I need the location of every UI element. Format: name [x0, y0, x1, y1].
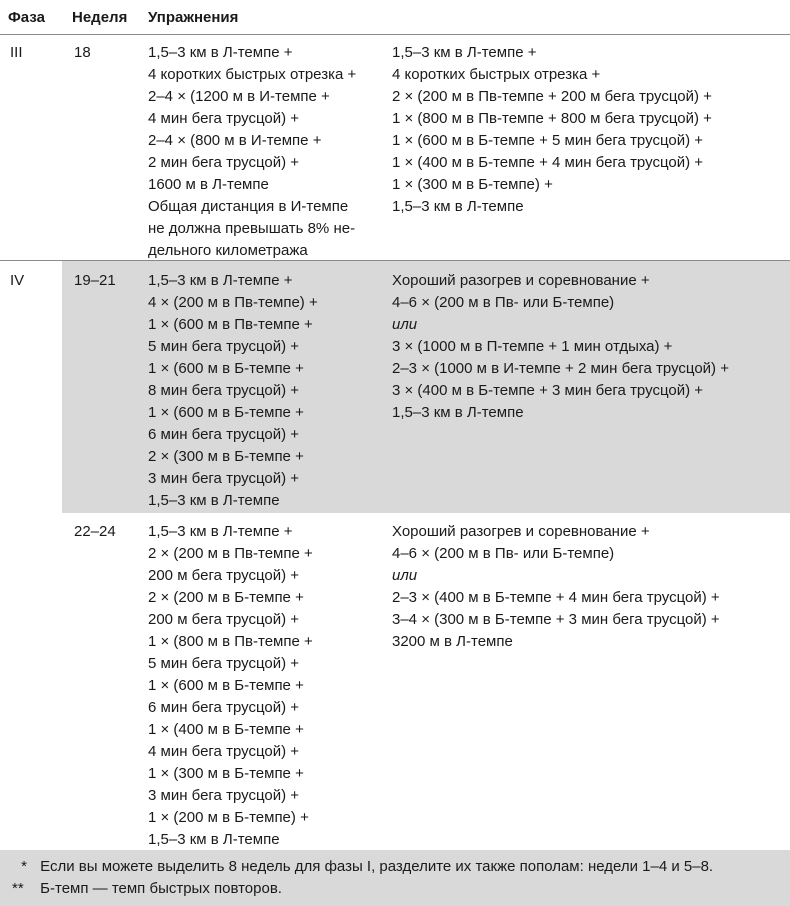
workout-line: 8 мин бега трусцой) +	[148, 382, 300, 399]
workout-line: 1,5–3 км в Л-темпе	[392, 198, 524, 215]
table-header	[0, 0, 790, 34]
workout-line: 1,5–3 км в Л-темпе +	[148, 523, 293, 540]
workout-line: 4 коротких быстрых отрезка +	[148, 66, 357, 83]
workout-a-cell	[148, 270, 318, 512]
workout-line: 1,5–3 км в Л-темпе	[392, 404, 524, 421]
week-cell: 18	[74, 44, 91, 61]
workout-line: 2 × (200 м в Пв-темпе +	[148, 545, 313, 562]
workout-line: 1,5–3 км в Л-темпе +	[392, 44, 537, 61]
workout-line: 2 × (200 м в Б-темпе +	[148, 589, 304, 606]
workout-note-line: не должна превышать 8% не-	[148, 220, 356, 237]
workout-b-cell	[392, 270, 729, 424]
workout-line: 5 мин бега трусцой) +	[148, 655, 300, 672]
workout-line: 1 × (600 м в Б-темпе +	[148, 360, 304, 377]
workout-line: 2 × (200 м в Пв-темпе + 200 м бега трусцой) +	[392, 88, 712, 105]
footnote-text: Б-темп — темп быстрых повторов.	[40, 880, 282, 897]
workout-line: 1,5–3 км в Л-темпе +	[148, 272, 293, 289]
workout-line: 4 мин бега трусцой) +	[148, 743, 300, 760]
workout-line: 1 × (200 м в Б-темпе) +	[148, 809, 309, 826]
workout-line: 4 мин бега трусцой) +	[148, 110, 300, 127]
workout-line: 2–4 × (800 м в И-темпе +	[148, 132, 322, 149]
footnote-mark: **	[12, 880, 24, 897]
workout-line: 3–4 × (300 м в Б-темпе + 3 мин бега трусцой) +	[392, 611, 720, 628]
workout-line: 4–6 × (200 м в Пв- или Б-темпе)	[392, 545, 615, 562]
workout-line: 4 × (200 м в Пв-темпе) +	[148, 294, 318, 311]
workout-line: 3 мин бега трусцой) +	[148, 787, 300, 804]
workout-line: Хороший разогрев и соревнование +	[392, 523, 650, 540]
workout-line: 1,5–3 км в Л-темпе	[148, 492, 280, 509]
workout-line: 4 коротких быстрых отрезка +	[392, 66, 601, 83]
header-exercises: Упражнения	[148, 9, 239, 26]
workout-line: 3 × (1000 м в П-темпе + 1 мин отдыха) +	[392, 338, 673, 355]
workout-line: 2 мин бега трусцой) +	[148, 154, 300, 171]
week-cell: 22–24	[74, 523, 116, 540]
workout-line: 1 × (600 м в Б-темпе + 5 мин бега трусцой) +	[392, 132, 704, 149]
workout-line: 4–6 × (200 м в Пв- или Б-темпе)	[392, 294, 615, 311]
workout-line: 1 × (400 м в Б-темпе + 4 мин бега трусцой) +	[392, 154, 704, 171]
workout-line: 2–4 × (1200 м в И-темпе +	[148, 88, 330, 105]
workout-line: 1 × (800 м в Пв-темпе +	[148, 633, 313, 650]
workout-line: 1 × (600 м в Б-темпе +	[148, 404, 304, 421]
footnote-mark: *	[21, 858, 27, 875]
or-separator: или	[392, 567, 418, 584]
footnotes	[0, 850, 790, 906]
workout-line: 1 × (600 м в Пв-темпе +	[148, 316, 313, 333]
footnote	[12, 857, 713, 877]
workout-line: 6 мин бега трусцой) +	[148, 426, 300, 443]
workout-line: 200 м бега трусцой) +	[148, 611, 300, 628]
workout-line: 1 × (300 м в Б-темпе +	[148, 765, 304, 782]
workout-b-cell	[392, 521, 720, 653]
table-row	[0, 34, 790, 260]
workout-line: 1 × (400 м в Б-темпе +	[148, 721, 304, 738]
header-week: Неделя	[72, 9, 128, 26]
workout-line: 2–3 × (1000 м в И-темпе + 2 мин бега трусцой) +	[392, 360, 729, 377]
workout-line: 2 × (300 м в Б-темпе +	[148, 448, 304, 465]
footnote-text: Если вы можете выделить 8 недель для фазы I, разделите их также пополам: недели 1–4 и 5–8.	[40, 858, 714, 875]
workout-line: 3 × (400 м в Б-темпе + 3 мин бега трусцой) +	[392, 382, 704, 399]
footnote	[12, 879, 282, 899]
workout-line: 6 мин бега трусцой) +	[148, 699, 300, 716]
workout-line: Хороший разогрев и соревнование +	[392, 272, 650, 289]
table-row	[0, 513, 790, 850]
or-separator: или	[392, 316, 418, 333]
header-phase: Фаза	[8, 9, 45, 26]
phase-cell: III	[10, 44, 23, 61]
workout-a-cell	[148, 42, 356, 262]
workout-line: 3200 м в Л-темпе	[392, 633, 513, 650]
workout-line: 1 × (800 м в Пв-темпе + 800 м бега трусцой) +	[392, 110, 712, 127]
workout-line: 200 м бега трусцой) +	[148, 567, 300, 584]
workout-line: 1,5–3 км в Л-темпе +	[148, 44, 293, 61]
workout-line: 1600 м в Л-темпе	[148, 176, 269, 193]
workout-line: 1 × (300 м в Б-темпе) +	[392, 176, 553, 193]
workout-line: 1,5–3 км в Л-темпе	[148, 831, 280, 848]
workout-line: 3 мин бега трусцой) +	[148, 470, 300, 487]
workout-note-line: дельного километража	[148, 242, 308, 259]
workout-b-cell	[392, 42, 712, 218]
workout-a-cell	[148, 521, 313, 851]
workout-line: 2–3 × (400 м в Б-темпе + 4 мин бега трусцой) +	[392, 589, 720, 606]
phase-cell: IV	[10, 272, 25, 289]
workout-line: 1 × (600 м в Б-темпе +	[148, 677, 304, 694]
week-cell: 19–21	[74, 272, 116, 289]
table-row	[0, 261, 790, 513]
workout-line: 5 мин бега трусцой) +	[148, 338, 300, 355]
workout-note-line: Общая дистанция в И-темпе	[148, 198, 349, 215]
